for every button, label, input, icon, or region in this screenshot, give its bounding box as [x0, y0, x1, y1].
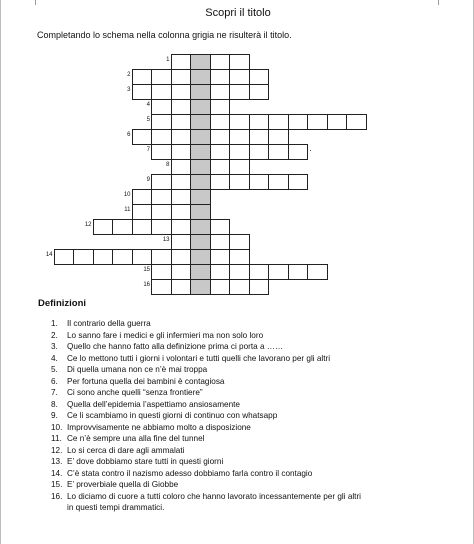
grid-cell[interactable] [288, 114, 309, 130]
definition-number: 1. [51, 319, 58, 328]
definition-text: E’ dove dobbiamo stare tutti in questi giorni [67, 457, 224, 466]
definition-text: Per fortuna quella dei bambini è contagiosa [67, 376, 225, 386]
grid-cell[interactable] [210, 234, 231, 250]
grid-cell[interactable] [288, 144, 309, 160]
definition-item [51, 330, 471, 342]
grid-cell[interactable] [288, 174, 309, 190]
grid-cell[interactable] [249, 144, 270, 160]
grid-cell[interactable] [171, 114, 192, 130]
grid-cell[interactable] [229, 84, 250, 100]
grid-cell[interactable] [171, 264, 192, 280]
key-cell[interactable] [190, 84, 211, 100]
definition-number: 3. [51, 342, 58, 351]
grid-cell[interactable] [171, 219, 192, 235]
grid-cell[interactable] [151, 114, 172, 130]
grid-cell[interactable] [210, 144, 231, 160]
key-cell[interactable] [190, 129, 211, 145]
definition-item [51, 353, 471, 365]
definition-item [51, 387, 471, 399]
grid-cell[interactable] [327, 114, 348, 130]
definition-text: Quella dell’epidemia l’aspettiamo ansiosamente [67, 399, 240, 409]
definition-number: 2. [51, 330, 58, 340]
grid-cell[interactable] [229, 114, 250, 130]
row-number: 16 [143, 282, 150, 288]
grid-cell[interactable] [171, 69, 192, 85]
grid-cell[interactable] [229, 144, 250, 160]
definition-number: 10. [51, 422, 63, 432]
row-number: 6 [127, 132, 131, 138]
key-cell[interactable] [190, 234, 211, 250]
definition-number: 5. [51, 365, 58, 374]
grid-cell[interactable] [171, 204, 192, 220]
grid-cell[interactable] [73, 249, 94, 265]
grid-cell[interactable] [229, 249, 250, 265]
grid-cell[interactable] [171, 54, 192, 70]
definition-text: Ce n’è sempre una alla fine del tunnel [67, 434, 205, 443]
grid-cell[interactable] [229, 234, 250, 250]
grid-cell[interactable] [268, 114, 289, 130]
definition-number: 16. [51, 491, 63, 501]
grid-cell[interactable] [151, 279, 172, 295]
grid-cell[interactable] [171, 144, 192, 160]
grid-cell[interactable] [210, 174, 231, 190]
grid-cell[interactable] [210, 99, 231, 115]
grid-cell[interactable] [151, 249, 172, 265]
row-number: 14 [45, 252, 53, 258]
grid-cell[interactable] [307, 114, 328, 130]
grid-cell[interactable] [93, 219, 114, 235]
definition-item [51, 433, 471, 445]
grid-cell[interactable] [210, 84, 231, 100]
stray-dot [310, 150, 311, 151]
grid-cell[interactable] [54, 249, 75, 265]
definition-item [51, 399, 471, 411]
grid-cell[interactable] [249, 84, 270, 100]
definition-number: 11. [51, 434, 62, 443]
definition-item [51, 341, 471, 353]
key-cell[interactable] [190, 54, 211, 70]
definition-text: C’è stata contro il nazismo adesso dobbiamo farla contro il contagio [67, 468, 313, 478]
key-cell[interactable] [190, 159, 211, 175]
grid-cell[interactable] [151, 84, 172, 100]
definition-number: 14. [51, 468, 63, 478]
grid-cell[interactable] [229, 264, 250, 280]
grid-cell[interactable] [288, 264, 309, 280]
key-cell[interactable] [190, 189, 211, 205]
grid-cell[interactable] [210, 249, 231, 265]
grid-cell[interactable] [171, 234, 192, 250]
grid-cell[interactable] [210, 129, 231, 145]
definition-text: Ce li scambiamo in questi giorni di continuo con whatsapp [67, 411, 278, 420]
row-number: 13 [162, 237, 170, 243]
key-cell[interactable] [190, 204, 211, 220]
grid-cell[interactable] [151, 204, 172, 220]
definitions-list [51, 318, 471, 514]
definition-text: Ci sono anche quelli “senza frontiere” [67, 388, 203, 397]
definition-number: 15. [51, 480, 63, 489]
key-cell[interactable] [190, 114, 211, 130]
grid-cell[interactable] [249, 69, 270, 85]
definition-item [51, 491, 471, 503]
key-cell[interactable] [190, 264, 211, 280]
grid-cell[interactable] [151, 99, 172, 115]
grid-cell[interactable] [229, 279, 250, 295]
grid-cell[interactable] [132, 204, 153, 220]
definition-number: 8. [51, 399, 58, 409]
definition-item [51, 456, 471, 468]
grid-cell[interactable] [171, 84, 192, 100]
grid-cell[interactable] [210, 219, 231, 235]
grid-cell[interactable] [132, 69, 153, 85]
row-number: 5 [146, 117, 150, 123]
definition-item [51, 468, 471, 480]
definition-text: Di quella umana non ce n’è mai troppa [67, 365, 208, 374]
grid-cell[interactable] [210, 69, 231, 85]
grid-cell[interactable] [249, 279, 270, 295]
grid-cell[interactable] [268, 264, 289, 280]
row-number: 15 [143, 267, 150, 273]
grid-cell[interactable] [346, 114, 367, 130]
row-number: 8 [166, 162, 170, 168]
grid-cell[interactable] [132, 189, 153, 205]
key-cell[interactable] [190, 219, 211, 235]
definition-number: 7. [51, 388, 58, 397]
page-title: Scopri il titolo [205, 7, 271, 19]
row-number: 4 [146, 102, 150, 108]
grid-cell[interactable] [151, 174, 172, 190]
row-number: 12 [84, 222, 92, 228]
grid-cell[interactable] [307, 264, 328, 280]
crossword-grid [1, 0, 474, 300]
row-number: 3 [127, 87, 131, 93]
key-cell[interactable] [190, 144, 211, 160]
grid-cell[interactable] [249, 114, 270, 130]
grid-cell[interactable] [151, 219, 172, 235]
definition-text: Lo si cerca di dare agli ammalati [67, 445, 185, 455]
row-number: 1 [166, 57, 170, 63]
definition-text: Lo sanno fare i medici e gli infermieri ma non solo loro [67, 330, 264, 340]
grid-cell[interactable] [268, 174, 289, 190]
grid-cell[interactable] [210, 114, 231, 130]
grid-cell[interactable] [210, 264, 231, 280]
definition-number: 4. [51, 353, 58, 363]
grid-cell[interactable] [171, 279, 192, 295]
grid-cell[interactable] [249, 129, 270, 145]
grid-cell[interactable] [132, 84, 153, 100]
definition-item [51, 410, 471, 422]
grid-cell[interactable] [210, 159, 231, 175]
grid-cell[interactable] [151, 264, 172, 280]
grid-cell[interactable] [151, 189, 172, 205]
row-number: 7 [146, 147, 150, 153]
grid-cell[interactable] [151, 69, 172, 85]
grid-cell[interactable] [171, 99, 192, 115]
definition-number: 13. [51, 457, 63, 466]
grid-cell[interactable] [132, 249, 153, 265]
grid-cell[interactable] [229, 174, 250, 190]
grid-cell[interactable] [229, 129, 250, 145]
grid-cell[interactable] [171, 159, 192, 175]
grid-cell[interactable] [249, 174, 270, 190]
grid-cell[interactable] [229, 54, 250, 70]
definition-text: Quello che hanno fatto alla definizione prima ci porta a …… [67, 342, 284, 351]
grid-cell[interactable] [249, 264, 270, 280]
grid-cell[interactable] [132, 219, 153, 235]
grid-cell[interactable] [151, 129, 172, 145]
grid-cell[interactable] [171, 249, 192, 265]
key-cell[interactable] [190, 279, 211, 295]
definition-text: E’ proverbiale quella di Giobbe [67, 480, 179, 489]
definition-text: Il contrario della guerra [67, 319, 151, 328]
row-number: 2 [127, 72, 131, 78]
definition-number: 6. [51, 376, 58, 386]
instructions-text: Completando lo schema nella colonna grigia ne risulterà il titolo. [37, 30, 292, 40]
definition-text: Improvvisamente ne abbiamo molto a disposizione [67, 422, 251, 432]
definition-text: Ce lo mettono tutti i giorni i volontari e tutti quelli che lavorano per gli altri [67, 353, 331, 363]
key-cell[interactable] [190, 99, 211, 115]
grid-cell[interactable] [112, 249, 133, 265]
grid-cell[interactable] [210, 279, 231, 295]
grid-cell[interactable] [229, 159, 250, 175]
grid-cell[interactable] [210, 54, 231, 70]
key-cell[interactable] [190, 174, 211, 190]
grid-cell[interactable] [268, 144, 289, 160]
row-number: 10 [123, 192, 131, 198]
definition-item [51, 318, 471, 330]
definition-text: Lo diciamo di cuore a tutti coloro che hanno lavorato incessantemente per gli altri [67, 491, 362, 501]
definition-number: 12. [51, 445, 63, 455]
grid-cell[interactable] [112, 219, 133, 235]
grid-cell[interactable] [171, 174, 192, 190]
definition-continuation: in questi tempi drammatici. [67, 503, 165, 512]
grid-cell[interactable] [268, 129, 289, 145]
grid-cell[interactable] [229, 69, 250, 85]
key-cell[interactable] [190, 69, 211, 85]
key-cell[interactable] [190, 249, 211, 265]
grid-cell[interactable] [171, 189, 192, 205]
definition-item [51, 376, 471, 388]
definition-item [51, 422, 471, 434]
grid-cell[interactable] [171, 129, 192, 145]
definition-item [51, 479, 471, 491]
grid-cell[interactable] [132, 129, 153, 145]
grid-cell[interactable] [93, 249, 114, 265]
definition-item [51, 364, 471, 376]
definition-item [51, 445, 471, 457]
grid-cell[interactable] [151, 144, 172, 160]
row-number: 11 [124, 207, 131, 213]
definitions-heading: Definizioni [38, 298, 87, 309]
row-number: 9 [146, 177, 150, 183]
definition-number: 9. [51, 411, 58, 420]
